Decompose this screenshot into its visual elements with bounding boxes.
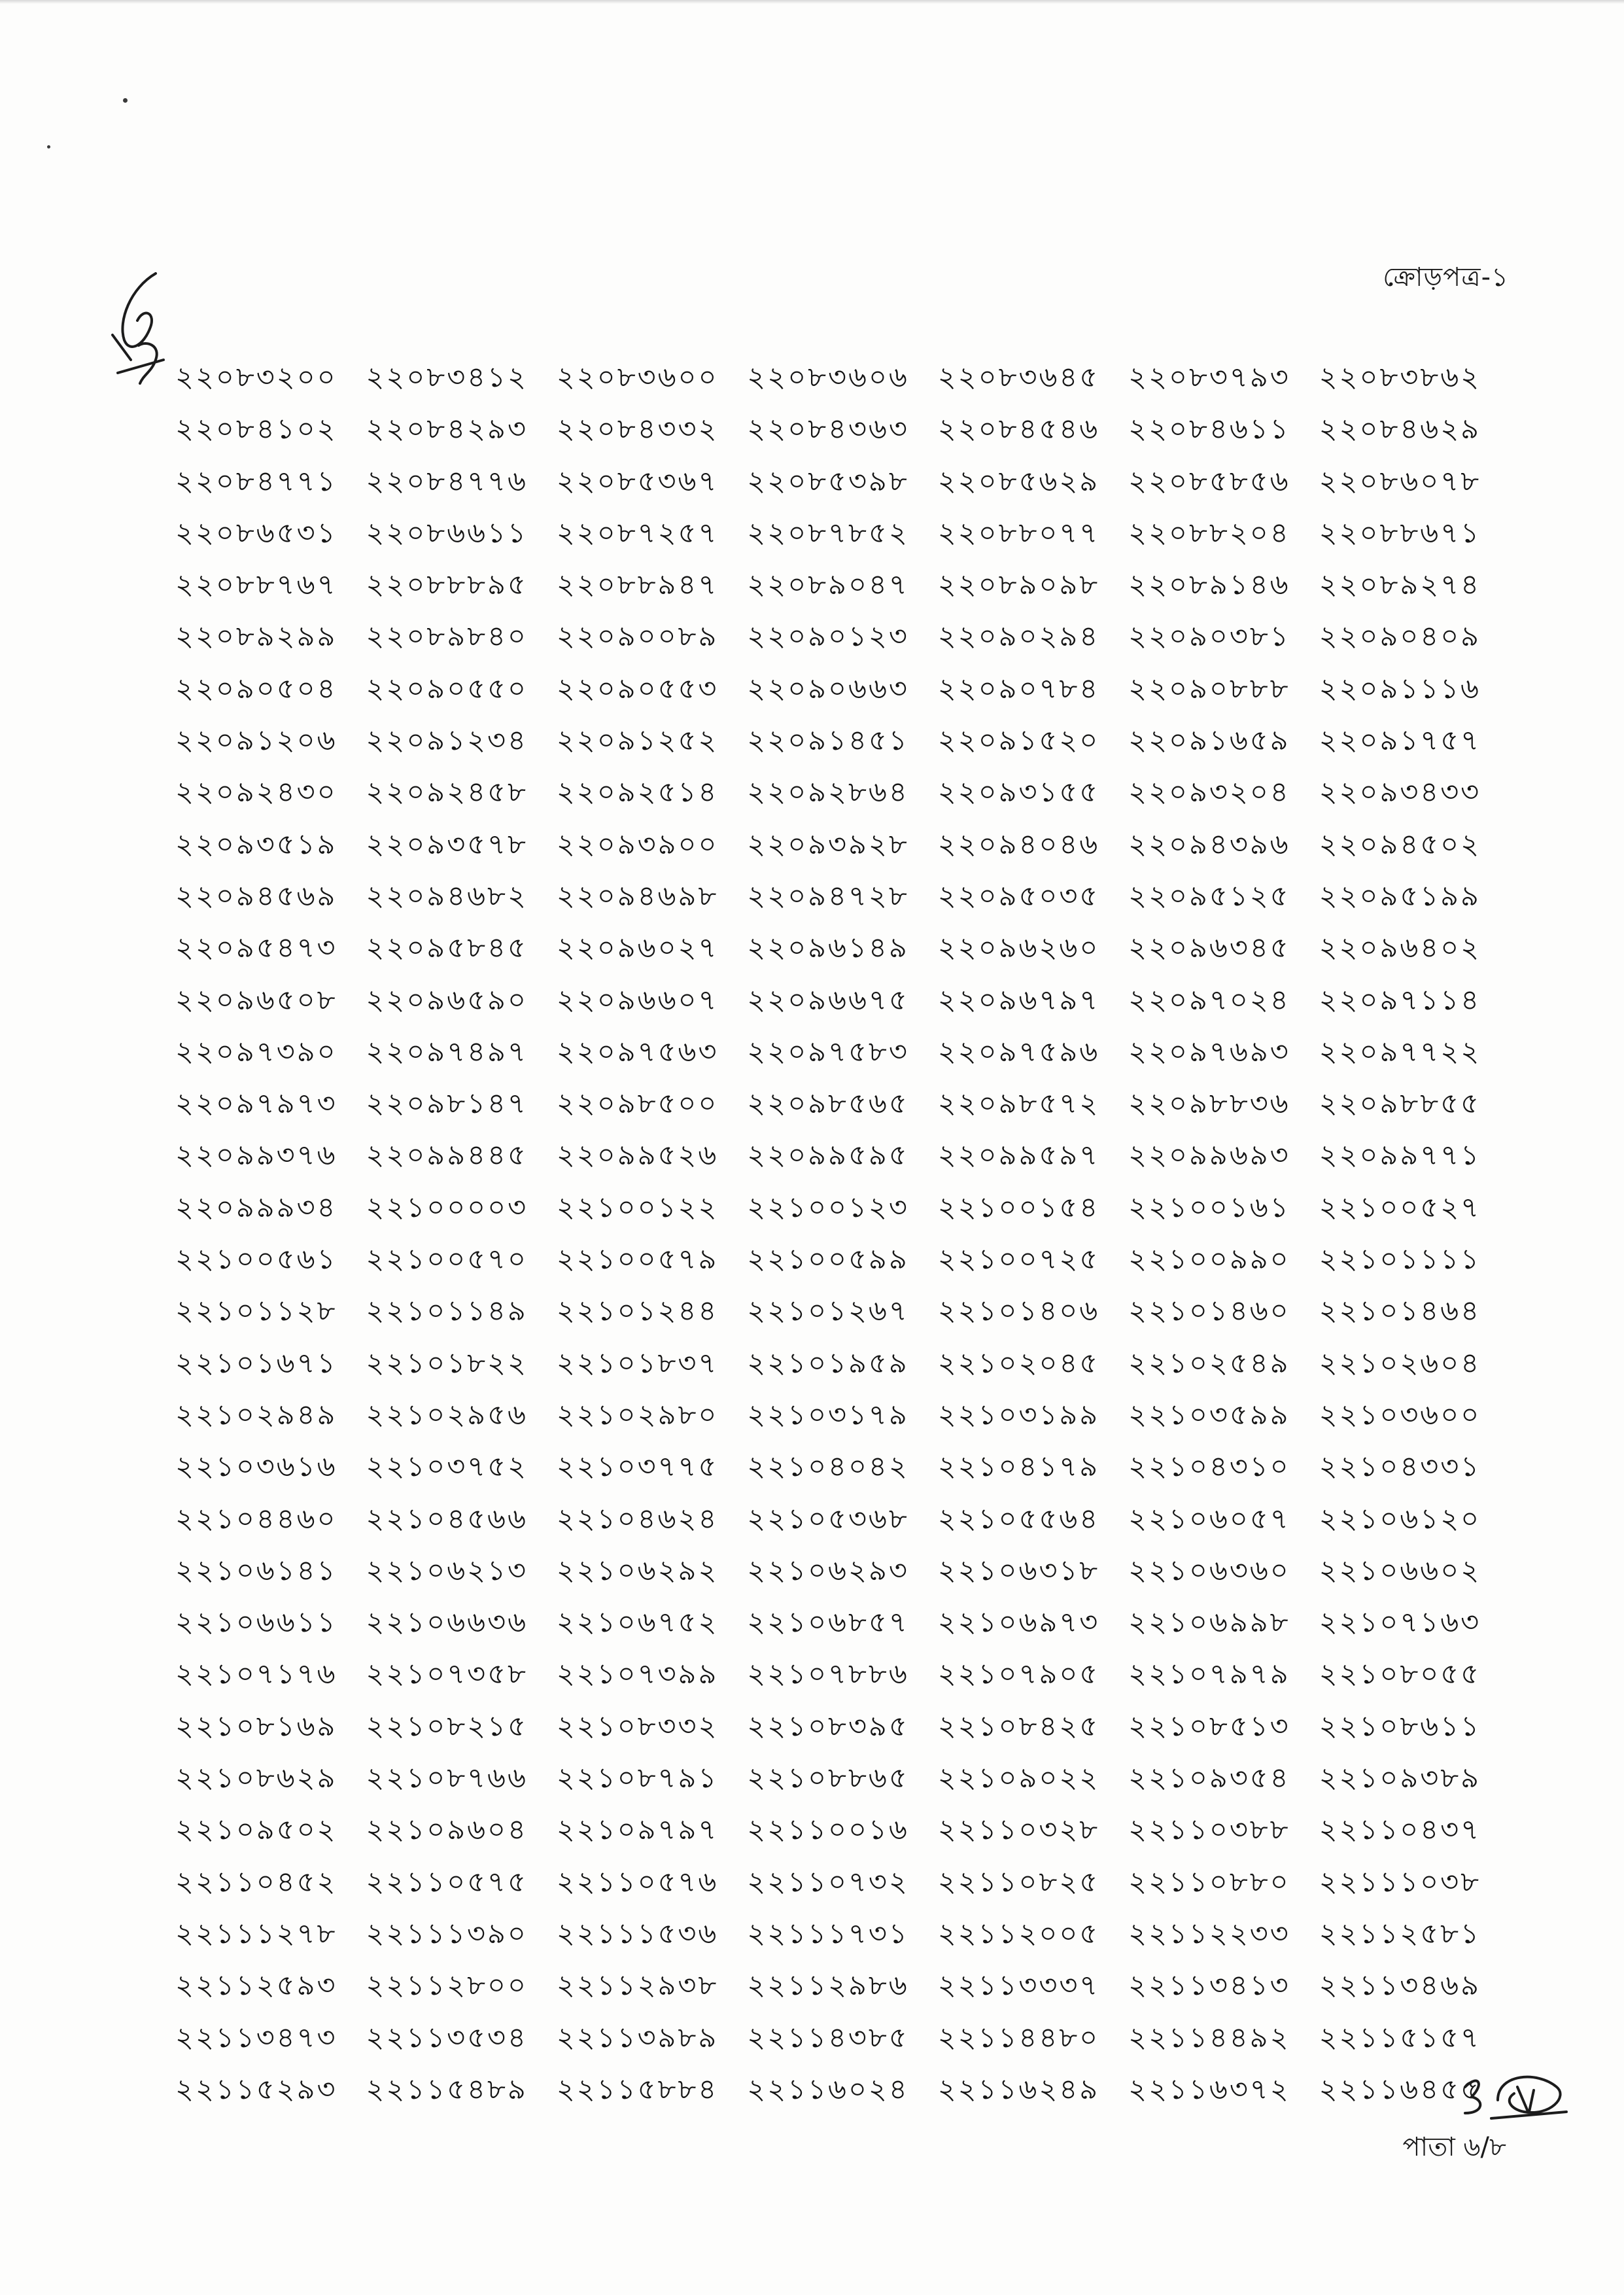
scan-edge (0, 0, 1624, 4)
roll-number-cell: ২২১১১০৩৮ (1319, 1865, 1481, 1899)
roll-number-cell: ২২১০১৯৫৯ (747, 1346, 909, 1380)
roll-number-cell: ২২১০৯৩৮৯ (1319, 1762, 1481, 1795)
roll-number-cell: ২২১০৬২৯২ (556, 1554, 719, 1587)
roll-number-cell: ২২১০৬৬১১ (175, 1606, 337, 1639)
roll-number-cell: ২২০৯২৮৬৪ (747, 776, 909, 809)
roll-number-cell: ২২১১০৫৭৫ (366, 1865, 528, 1899)
roll-number-cell: ২২০৯৫৪৭৩ (175, 932, 337, 965)
roll-number-cell: ২২০৯৬৫৯০ (366, 983, 528, 1017)
roll-number-cell: ২২১১৩৪৬৯ (1319, 1969, 1481, 2003)
roll-number-cell: ২২০৯৭০২৪ (1128, 983, 1290, 1017)
roll-number-cell: ২২০৯৫৮৪৫ (366, 932, 528, 965)
roll-number-cell: ২২০৮৯৮৪০ (366, 620, 528, 654)
roll-number-cell: ২২১০৮০৫৫ (1319, 1658, 1481, 1691)
roll-number-cell: ২২০৯১৫২০ (937, 724, 1100, 758)
roll-number-cell: ২২০৯০৫৫৩ (556, 672, 719, 705)
roll-number-cell: ২২০৯২৪৫৮ (366, 776, 528, 809)
roll-number-cell: ২২১০০৭২৫ (937, 1243, 1100, 1276)
roll-number-cell: ২২১১২৯৮৬ (747, 1969, 909, 2003)
roll-number-cell: ২২১০২৯৫৬ (366, 1398, 528, 1431)
roll-number-cell: ২২০৯৩৯২৮ (747, 828, 909, 861)
roll-number-cell: ২২০৯৭৫৯৬ (937, 1035, 1100, 1068)
roll-number-cell: ২২০৯১৭৫৭ (1319, 724, 1481, 758)
roll-number-cell: ২২১১২৮০০ (366, 1969, 528, 2003)
roll-number-cell: ২২০৯৪৫০২ (1319, 828, 1481, 861)
roll-number-cell: ২২১০৩৬০০ (1319, 1398, 1481, 1431)
roll-number-cell: ২২০৮৩৭৯৩ (1128, 361, 1290, 394)
roll-number-cell: ২২০৮৮৬৭১ (1319, 516, 1481, 550)
roll-number-cell: ২২০৮৪৬২৯ (1319, 413, 1481, 446)
roll-number-cell: ২২১০০৯৯০ (1128, 1243, 1290, 1276)
roll-number-cell: ২২০৮৬৫৩১ (175, 516, 337, 550)
roll-number-cell: ২২০৮৫৮৫৬ (1128, 464, 1290, 498)
roll-number-cell: ২২১০৮৬১১ (1319, 1709, 1481, 1743)
roll-number-cell: ২২১০০১৬১ (1128, 1191, 1290, 1224)
roll-number-cell: ২২০৯৩২০৪ (1128, 776, 1290, 809)
roll-number-cell: ২২১০১৮২২ (366, 1346, 528, 1380)
roll-number-cell: ২২০৯৩৯০০ (556, 828, 719, 861)
roll-number-cell: ২২০৯৪৭২৮ (747, 879, 909, 913)
roll-number-cell: ২২০৮৩৬৪৫ (937, 361, 1100, 394)
roll-number-cell: ২২১০৩৭৫২ (366, 1450, 528, 1484)
roll-number-cell: ২২১০২০৪৫ (937, 1346, 1100, 1380)
roll-number-cell: ২২০৮৫৬২৯ (937, 464, 1100, 498)
roll-number-cell: ২২১০০১২৩ (747, 1191, 909, 1224)
roll-number-cell: ২২১১২৯৩৮ (556, 1969, 719, 2003)
roll-number-cell: ২২১০৫৩৬৮ (747, 1502, 909, 1535)
roll-number-cell: ২২১১৩৪১৩ (1128, 1969, 1290, 2003)
roll-number-cell: ২২০৮৪৬১১ (1128, 413, 1290, 446)
roll-number-cell: ২২১১৬৩৭২ (1128, 2073, 1290, 2106)
roll-number-cell: ২২০৯১৬৫৯ (1128, 724, 1290, 758)
roll-number-cell: ২২১০৭৯০৫ (937, 1658, 1100, 1691)
roll-number-cell: ২২১০০৫৯৯ (747, 1243, 909, 1276)
roll-number-cell: ২২০৯৬৬০৭ (556, 983, 719, 1017)
roll-number-cell: ২২০৯০৩৮১ (1128, 620, 1290, 654)
roll-number-cell: ২২১০৬৯৯৮ (1128, 1606, 1290, 1639)
scan-speck (123, 98, 128, 103)
roll-number-cell: ২২১১৫১৫৭ (1319, 2021, 1481, 2054)
roll-number-cell: ২২০৮৩২০০ (175, 361, 337, 394)
roll-number-cell: ২২০৯৮৮৩৬ (1128, 1087, 1290, 1121)
roll-number-cell: ২২১১৫২৯৩ (175, 2073, 337, 2106)
roll-number-cell: ২২০৯১২০৬ (175, 724, 337, 758)
roll-number-cell: ২২১০৬১৪১ (175, 1554, 337, 1587)
roll-number-cell: ২২০৯২৫১৪ (556, 776, 719, 809)
roll-number-cell: ২২১০৮২১৫ (366, 1709, 528, 1743)
roll-number-cell: ২২০৮৫৩৯৮ (747, 464, 909, 498)
roll-number-cell: ২২১০১১১১ (1319, 1243, 1481, 1276)
roll-number-cell: ২২০৮৬০৭৮ (1319, 464, 1481, 498)
roll-number-cell: ২২১০৮১৬৯ (175, 1709, 337, 1743)
roll-number-cell: ২২১১৪৪৮০ (937, 2021, 1100, 2054)
page-number: পাতা ৬/৮ (1402, 2132, 1506, 2162)
roll-number-cell: ২২১০৪৬২৪ (556, 1502, 719, 1535)
roll-number-cell: ২২০৮৩৮৬২ (1319, 361, 1481, 394)
roll-number-cell: ২২০৯৩৫৭৮ (366, 828, 528, 861)
roll-number-cell: ২২১১২২৩৩ (1128, 1917, 1290, 1950)
roll-number-cell: ২২১০৭৩৫৮ (366, 1658, 528, 1691)
roll-number-cell: ২২০৮৪৫৪৬ (937, 413, 1100, 446)
roll-number-cell: ২২১০৫৫৬৪ (937, 1502, 1100, 1535)
roll-number-cell: ২২১১০৮৮০ (1128, 1865, 1290, 1899)
roll-number-cell: ২২১১০৭৩২ (747, 1865, 909, 1899)
roll-number-cell: ২২০৯৬২৬০ (937, 932, 1100, 965)
roll-number-cell: ২২০৯৭৪৯৭ (366, 1035, 528, 1068)
roll-number-cell: ২২০৮৮২০৪ (1128, 516, 1290, 550)
roll-number-cell: ২২০৮৫৩৬৭ (556, 464, 719, 498)
roll-number-cell: ২২১১২০০৫ (937, 1917, 1100, 1950)
roll-number-cell: ২২০৮৭২৫৭ (556, 516, 719, 550)
roll-number-cell: ২২০৯৮১৪৭ (366, 1087, 528, 1121)
roll-number-cell: ২২১১৫৪৮৯ (366, 2073, 528, 2106)
roll-number-cell: ২২১০৮৩৩২ (556, 1709, 719, 1743)
roll-number-cell: ২২১০৮৮৬৫ (747, 1762, 909, 1795)
roll-number-cell: ২২০৯৭৬৯৩ (1128, 1035, 1290, 1068)
roll-number-cell: ২২০৮৬৬১১ (366, 516, 528, 550)
roll-number-cell: ২২১০৪১৭৯ (937, 1450, 1100, 1484)
roll-number-cell: ২২১০৩১৯৯ (937, 1398, 1100, 1431)
roll-number-cell: ২২১১০৪৩৭ (1319, 1813, 1481, 1847)
roll-number-cell: ২২১০২৯৪৯ (175, 1398, 337, 1431)
roll-number-cell: ২২১১১২৭৮ (175, 1917, 337, 1950)
roll-number-cell: ২২১০০১২২ (556, 1191, 719, 1224)
roll-number-cell: ২২০৯৭৯৭৩ (175, 1087, 337, 1121)
roll-number-cell: ২২১০১২৬৭ (747, 1295, 909, 1328)
roll-number-cell: ২২০৯৯৩৭৬ (175, 1139, 337, 1172)
roll-number-cell: ২২০৯০০৮৯ (556, 620, 719, 654)
roll-number-cell: ২২১০১৪৬৪ (1319, 1295, 1481, 1328)
roll-number-cell: ২২১০৬৩১৮ (937, 1554, 1100, 1587)
roll-number-cell: ২২০৮৪৭৭৬ (366, 464, 528, 498)
roll-number-cell: ২২০৯০২৯৪ (937, 620, 1100, 654)
roll-number-cell: ২২০৯০৪০৯ (1319, 620, 1481, 654)
roll-number-cell: ২২১০১৪৬০ (1128, 1295, 1290, 1328)
roll-number-cell: ২২১১০৮২৫ (937, 1865, 1100, 1899)
roll-number-cell: ২২০৯৯৫২৬ (556, 1139, 719, 1172)
roll-number-cell: ২২১০৬৬৩৬ (366, 1606, 528, 1639)
roll-number-cell: ২২০৯৭৫৮৩ (747, 1035, 909, 1068)
roll-number-cell: ২২১১২৫৯৩ (175, 1969, 337, 2003)
roll-number-cell: ২২০৯৫০৩৫ (937, 879, 1100, 913)
roll-number-cell: ২২১০১৮৩৭ (556, 1346, 719, 1380)
roll-number-cell: ২২১০৯৩৫৪ (1128, 1762, 1290, 1795)
roll-number-cell: ২২১০৬৭৫২ (556, 1606, 719, 1639)
roll-number-cell: ২২০৮৪৩৩২ (556, 413, 719, 446)
roll-number-cell: ২২০৯০৬৬৩ (747, 672, 909, 705)
roll-number-cell: ২২০৯২৪৩০ (175, 776, 337, 809)
roll-number-cell: ২২০৮৯০৪৭ (747, 569, 909, 602)
roll-number-cell: ২২১০৬৮৫৭ (747, 1606, 909, 1639)
roll-number-cell: ২২১০৪০৪২ (747, 1450, 909, 1484)
roll-number-cell: ২২১১০০১৬ (747, 1813, 909, 1847)
roll-number-cell: ২২০৯৭৩৯০ (175, 1035, 337, 1068)
roll-number-cell: ২২০৯৬৫০৮ (175, 983, 337, 1017)
roll-number-cell: ২২১০৩৭৭৫ (556, 1450, 719, 1484)
roll-number-cell: ২২১০০০০৩ (366, 1191, 528, 1224)
roll-number-cell: ২২০৯০৭৮৪ (937, 672, 1100, 705)
roll-number-cell: ২২১০০৫২৭ (1319, 1191, 1481, 1224)
roll-number-cell: ২২০৯৩৫১৯ (175, 828, 337, 861)
roll-number-cell: ২২১০৬২১৩ (366, 1554, 528, 1587)
roll-number-cell: ২২১০০৫৭০ (366, 1243, 528, 1276)
roll-number-cell: ২২১০৭৮৮৬ (747, 1658, 909, 1691)
roll-number-cell: ২২১১৩৩৩৭ (937, 1969, 1100, 2003)
roll-number-cell: ২২০৯৫১৯৯ (1319, 879, 1481, 913)
roll-number-cell: ২২০৯৯৫৯৭ (937, 1139, 1100, 1172)
roll-number-cell: ২২০৮৪৩৬৩ (747, 413, 909, 446)
roll-number-cell: ২২০৯১২৩৪ (366, 724, 528, 758)
roll-number-cell: ২২১১০৩২৮ (937, 1813, 1100, 1847)
initial-signature-bottom (1452, 2061, 1576, 2133)
roll-number-cell: ২২১১৬৪৫৫ (1319, 2073, 1481, 2106)
roll-number-cell: ২২১১৩৪৭৩ (175, 2021, 337, 2054)
roll-number-cell: ২২১০৭৩৯৯ (556, 1658, 719, 1691)
roll-number-cell: ২২০৯৯৪৪৫ (366, 1139, 528, 1172)
roll-number-cell: ২২০৯৪০৪৬ (937, 828, 1100, 861)
roll-number-cell: ২২১১৪৪৯২ (1128, 2021, 1290, 2054)
roll-number-cell: ২২০৯৮৫৬৫ (747, 1087, 909, 1121)
roll-number-cell: ২২০৮৩৬০৬ (747, 361, 909, 394)
roll-number-cell: ২২০৯১২৫২ (556, 724, 719, 758)
roll-number-cell: ২২১০০৫৭৯ (556, 1243, 719, 1276)
roll-number-cell: ২২১০৬৩৬০ (1128, 1554, 1290, 1587)
roll-number-cell: ২২১০১২৪৪ (556, 1295, 719, 1328)
roll-number-cell: ২২১০৪৩৩১ (1319, 1450, 1481, 1484)
roll-number-cell: ২২১১০৩৮৮ (1128, 1813, 1290, 1847)
roll-number-cell: ২২০৮৯১৪৬ (1128, 569, 1290, 602)
roll-number-cell: ২২১০১৪০৬ (937, 1295, 1100, 1328)
roll-number-cell: ২২০৯৪৬৯৮ (556, 879, 719, 913)
roll-number-cell: ২২১১১৭৩১ (747, 1917, 909, 1950)
roll-number-cell: ২২১০৮৭৯১ (556, 1762, 719, 1795)
roll-number-cell: ২২০৮৯২৯৯ (175, 620, 337, 654)
roll-number-cell: ২২১০১৬৭১ (175, 1346, 337, 1380)
roll-number-cell: ২২১০৮৫১৩ (1128, 1709, 1290, 1743)
roll-number-cell: ২২১১৩৫৩৪ (366, 2021, 528, 2054)
roll-number-cell: ২২০৯৪৫৬৯ (175, 879, 337, 913)
roll-number-cell: ২২০৯৮৫০০ (556, 1087, 719, 1121)
roll-number-cell: ২২০৯৬৭৯৭ (937, 983, 1100, 1017)
roll-number-cell: ২২০৯৯৯৩৪ (175, 1191, 337, 1224)
roll-number-cell: ২২০৯৪৬৮২ (366, 879, 528, 913)
roll-number-cell: ২২১১৬০২৪ (747, 2073, 909, 2106)
roll-number-cell: ২২০৯৯৬৯৩ (1128, 1139, 1290, 1172)
roll-number-cell: ২২১০৪৫৬৬ (366, 1502, 528, 1535)
roll-number-cell: ২২০৯০৫৫০ (366, 672, 528, 705)
roll-number-cell: ২২১০১১২৮ (175, 1295, 337, 1328)
roll-number-cell: ২২১০৬৬০২ (1319, 1554, 1481, 1587)
roll-number-cell: ২২১০৬১২০ (1319, 1502, 1481, 1535)
roll-number-cell: ২২১০৩১৭৯ (747, 1398, 909, 1431)
roll-number-cell: ২২১১০৫৭৬ (556, 1865, 719, 1899)
roll-number-cell: ২২০৯১১১৬ (1319, 672, 1481, 705)
roll-number-cell: ২২১০৮৬২৯ (175, 1762, 337, 1795)
roll-number-cell: ২২০৮৪২৯৩ (366, 413, 528, 446)
roll-number-cell: ২২০৯৭১১৪ (1319, 983, 1481, 1017)
roll-number-cell: ২২০৮৮৭৬৭ (175, 569, 337, 602)
roll-number-cell: ২২১১৩৯৮৯ (556, 2021, 719, 2054)
roll-number-cell: ২২১০৭১৭৬ (175, 1658, 337, 1691)
roll-number-cell: ২২১০৪৪৬০ (175, 1502, 337, 1535)
roll-number-cell: ২২০৯০৫০৪ (175, 672, 337, 705)
roll-number-cell: ২২১০৬৯৭৩ (937, 1606, 1100, 1639)
roll-number-cell: ২২০৯৬৪০২ (1319, 932, 1481, 965)
roll-number-cell: ২২০৮৯০৯৮ (937, 569, 1100, 602)
roll-number-cell: ২২০৯৫১২৫ (1128, 879, 1290, 913)
roll-number-cell: ২২১১১৩৯০ (366, 1917, 528, 1950)
roll-number-cell: ২২১১০৪৫২ (175, 1865, 337, 1899)
roll-number-cell: ২২১০৪৩১০ (1128, 1450, 1290, 1484)
roll-number-cell: ২২০৮৩৪১২ (366, 361, 528, 394)
roll-number-cell: ২২০৯৮৫৭২ (937, 1087, 1100, 1121)
roll-number-cell: ২২০৯৬১৪৯ (747, 932, 909, 965)
roll-number-cell: ২২১১৪৩৮৫ (747, 2021, 909, 2054)
roll-number-cell: ২২০৮৮৯৪৭ (556, 569, 719, 602)
roll-number-cell: ২২১০০৫৬১ (175, 1243, 337, 1276)
roll-number-cell: ২২১০৩৬১৬ (175, 1450, 337, 1484)
roll-number-cell: ২২০৯৭৭২২ (1319, 1035, 1481, 1068)
roll-number-cell: ২২১০৭৯৭৯ (1128, 1658, 1290, 1691)
roll-number-cell: ২২১১৫৮৮৪ (556, 2073, 719, 2106)
roll-number-cell: ২২০৯০৮৮৮ (1128, 672, 1290, 705)
roll-number-cell: ২২০৯৮৮৫৫ (1319, 1087, 1481, 1121)
roll-number-cell: ২২০৯৬৬৭৫ (747, 983, 909, 1017)
roll-number-cell: ২২০৯৯৫৯৫ (747, 1139, 909, 1172)
roll-number-cell: ২২০৮৮৮৯৫ (366, 569, 528, 602)
roll-number-cell: ২২১০৯৭৯৭ (556, 1813, 719, 1847)
roll-number-cell: ২২১০৩৫৯৯ (1128, 1398, 1290, 1431)
roll-number-cell: ২২১০৬০৫৭ (1128, 1502, 1290, 1535)
roll-number-cell: ২২১০৬২৯৩ (747, 1554, 909, 1587)
roll-number-cell: ২২০৯১৪৫১ (747, 724, 909, 758)
annex-label: ক্রোড়পত্র-১ (1383, 262, 1509, 292)
roll-number-cell: ২২০৮৪৭৭১ (175, 464, 337, 498)
roll-number-cell: ২২০৯৯৭৭১ (1319, 1139, 1481, 1172)
scan-speck (47, 145, 50, 149)
roll-number-cell: ২২১০২৫৪৯ (1128, 1346, 1290, 1380)
roll-number-table (175, 352, 1510, 2116)
roll-number-cell: ২২১০৭১৬৩ (1319, 1606, 1481, 1639)
roll-number-cell: ২২০৯৬০২৭ (556, 932, 719, 965)
roll-number-cell: ২২১০২৬০৪ (1319, 1346, 1481, 1380)
roll-number-cell: ২২১০৯৬০৪ (366, 1813, 528, 1847)
roll-number-cell: ২২০৯৭৫৬৩ (556, 1035, 719, 1068)
roll-number-cell: ২২০৮৪১০২ (175, 413, 337, 446)
roll-number-cell: ২২০৯৩৪৩৩ (1319, 776, 1481, 809)
roll-number-cell: ২২১০১১৪৯ (366, 1295, 528, 1328)
roll-number-cell: ২২১১১৫৩৬ (556, 1917, 719, 1950)
roll-number-cell: ২২০৯৩১৫৫ (937, 776, 1100, 809)
roll-number-cell: ২২০৮৭৮৫২ (747, 516, 909, 550)
roll-number-cell: ২২১০৯০২২ (937, 1762, 1100, 1795)
roll-number-cell: ২২১০২৯৮০ (556, 1398, 719, 1431)
roll-number-cell: ২২১০৯৫০২ (175, 1813, 337, 1847)
roll-number-cell: ২২১০৮৪২৫ (937, 1709, 1100, 1743)
roll-number-cell: ২২০৯৬৩৪৫ (1128, 932, 1290, 965)
roll-number-cell: ২২০৮৮০৭৭ (937, 516, 1100, 550)
roll-number-cell: ২২০৯৪৩৯৬ (1128, 828, 1290, 861)
roll-number-cell: ২২০৯০১২৩ (747, 620, 909, 654)
roll-number-cell: ২২১১৬২৪৯ (937, 2073, 1100, 2106)
roll-number-cell: ২২১১২৫৮১ (1319, 1917, 1481, 1950)
roll-number-cell: ২২০৮৯২৭৪ (1319, 569, 1481, 602)
roll-number-cell: ২২০৮৩৬০০ (556, 361, 719, 394)
roll-number-cell: ২২১০৮৩৯৫ (747, 1709, 909, 1743)
roll-number-cell: ২২১০০১৫৪ (937, 1191, 1100, 1224)
roll-number-cell: ২২১০৮৭৬৬ (366, 1762, 528, 1795)
